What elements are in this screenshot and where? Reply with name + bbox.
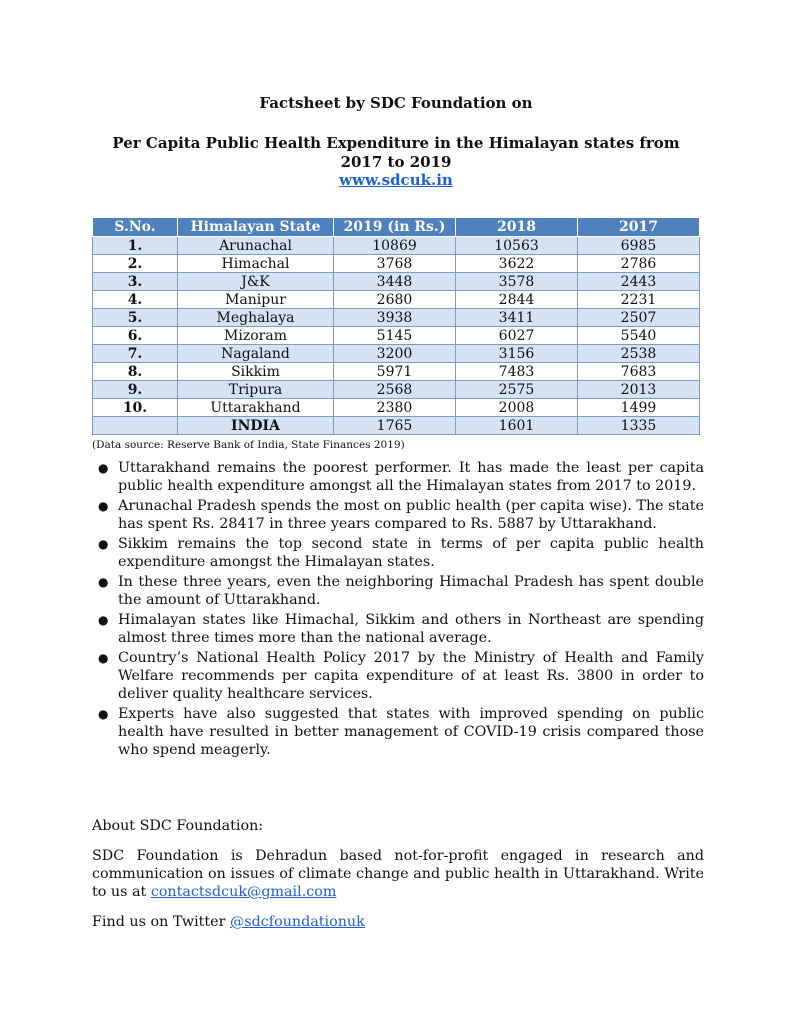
cell-sno: 6.: [93, 327, 178, 345]
table-row: [93, 399, 700, 417]
cell-2017: 2443: [578, 273, 700, 291]
list-item-text: Experts have also suggested that states with improved spending on public health have resulted in better management of COVID-19 crisis compared those who spend meagerly.: [118, 706, 704, 758]
list-item: [92, 497, 704, 533]
column-header-2019: 2019 (in Rs.): [334, 218, 456, 237]
about-paragraph: [92, 847, 704, 901]
cell-2019: 3200: [334, 345, 456, 363]
cell-state: Mizoram: [178, 327, 334, 345]
cell-2018: 1601: [456, 417, 578, 435]
cell-2018: 7483: [456, 363, 578, 381]
cell-2018: 3156: [456, 345, 578, 363]
cell-2017: 1335: [578, 417, 700, 435]
cell-2018: 3622: [456, 255, 578, 273]
list-item-text: Himalayan states like Himachal, Sikkim and others in Northeast are spending almost three times more than the national average.: [118, 612, 704, 646]
cell-2017: 6985: [578, 237, 700, 255]
cell-2017: 7683: [578, 363, 700, 381]
table-row: [93, 417, 700, 435]
list-item-text: Arunachal Pradesh spends the most on public health (per capita wise). The state has spent Rs. 28417 in three years compared to Rs. 5887 by Uttarakhand.: [118, 498, 704, 532]
about-text: SDC Foundation is Dehradun based not-for-profit engaged in research and communication on issues of climate change and public health in Uttarakhand. Write to us at: [92, 848, 704, 900]
table-header-row: [93, 218, 700, 237]
list-item: [92, 611, 704, 647]
cell-2018: 6027: [456, 327, 578, 345]
twitter-text: Find us on Twitter: [92, 914, 231, 930]
cell-state: Manipur: [178, 291, 334, 309]
list-item: [92, 459, 704, 495]
list-item-text: Sikkim remains the top second state in terms of per capita public health expenditure amongst the Himalayan states.: [118, 536, 704, 570]
cell-2017: 2013: [578, 381, 700, 399]
cell-2019: 3938: [334, 309, 456, 327]
cell-state: Himachal: [178, 255, 334, 273]
cell-2019: 2568: [334, 381, 456, 399]
bullet-dot-icon: ●: [98, 537, 109, 551]
bullet-dot-icon: ●: [98, 651, 109, 665]
cell-sno: 1.: [93, 237, 178, 255]
cell-state: J&K: [178, 273, 334, 291]
cell-state: Meghalaya: [178, 309, 334, 327]
cell-2018: 2575: [456, 381, 578, 399]
list-item: [92, 535, 704, 571]
page-subtitle: Per Capita Public Health Expenditure in the Himalayan states from 2017 to 2019: [112, 134, 680, 171]
bullet-dot-icon: ●: [98, 707, 109, 721]
cell-state: Uttarakhand: [178, 399, 334, 417]
twitter-line: [92, 914, 365, 930]
table-row: [93, 237, 700, 255]
cell-2018: 3578: [456, 273, 578, 291]
cell-state: Tripura: [178, 381, 334, 399]
cell-2018: 2844: [456, 291, 578, 309]
cell-state: Nagaland: [178, 345, 334, 363]
cell-sno: 4.: [93, 291, 178, 309]
bullet-dot-icon: ●: [98, 613, 109, 627]
column-header-sno: S.No.: [93, 218, 178, 237]
cell-sno: 8.: [93, 363, 178, 381]
table-row: [93, 291, 700, 309]
key-findings-list: [92, 459, 704, 761]
cell-2019: 3448: [334, 273, 456, 291]
table-row: [93, 273, 700, 291]
column-header-2018: 2018: [456, 218, 578, 237]
cell-2017: 2507: [578, 309, 700, 327]
cell-2019: 10869: [334, 237, 456, 255]
cell-sno: 5.: [93, 309, 178, 327]
cell-2018: 10563: [456, 237, 578, 255]
cell-2019: 2680: [334, 291, 456, 309]
column-header-2017: 2017: [578, 218, 700, 237]
list-item: [92, 705, 704, 759]
cell-2017: 2231: [578, 291, 700, 309]
list-item-text: Uttarakhand remains the poorest performer. It has made the least per capita public health expenditure amongst all the Himalayan states from 2017 to 2019.: [118, 460, 704, 494]
cell-2019: 5145: [334, 327, 456, 345]
list-item-text: In these three years, even the neighboring Himachal Pradesh has spent double the amount of Uttarakhand.: [118, 574, 704, 608]
list-item: [92, 649, 704, 703]
cell-state: INDIA: [178, 417, 334, 435]
twitter-link[interactable]: @sdcfoundationuk: [230, 914, 365, 930]
cell-sno: 7.: [93, 345, 178, 363]
cell-state: Arunachal: [178, 237, 334, 255]
cell-2017: 2786: [578, 255, 700, 273]
about-heading: About SDC Foundation:: [92, 818, 264, 834]
cell-2018: 2008: [456, 399, 578, 417]
cell-sno: 9.: [93, 381, 178, 399]
cell-2019: 3768: [334, 255, 456, 273]
bullet-dot-icon: ●: [98, 499, 109, 513]
cell-2017: 5540: [578, 327, 700, 345]
bullet-dot-icon: ●: [98, 575, 109, 589]
cell-sno: 3.: [93, 273, 178, 291]
table-row: [93, 309, 700, 327]
cell-2019: 5971: [334, 363, 456, 381]
cell-sno: 2.: [93, 255, 178, 273]
page-title: Factsheet by SDC Foundation on: [259, 94, 533, 112]
cell-2017: 2538: [578, 345, 700, 363]
cell-sno: [93, 417, 178, 435]
data-source-note: (Data source: Reserve Bank of India, State Finances 2019): [92, 439, 405, 451]
table-row: [93, 345, 700, 363]
bullet-dot-icon: ●: [98, 461, 109, 475]
table-row: [93, 363, 700, 381]
cell-state: Sikkim: [178, 363, 334, 381]
cell-2019: 2380: [334, 399, 456, 417]
cell-2017: 1499: [578, 399, 700, 417]
cell-2019: 1765: [334, 417, 456, 435]
table-row: [93, 255, 700, 273]
table-row: [93, 381, 700, 399]
website-link[interactable]: www.sdcuk.in: [339, 171, 453, 189]
expenditure-table: [92, 217, 700, 435]
email-link[interactable]: contactsdcuk@gmail.com: [150, 884, 337, 900]
column-header-state: Himalayan State: [178, 218, 334, 237]
table-row: [93, 327, 700, 345]
cell-sno: 10.: [93, 399, 178, 417]
list-item: [92, 573, 704, 609]
list-item-text: Country’s National Health Policy 2017 by the Ministry of Health and Family Welfare recommends per capita expenditure of at least Rs. 3800 in order to deliver quality healthcare services.: [118, 650, 704, 702]
cell-2018: 3411: [456, 309, 578, 327]
